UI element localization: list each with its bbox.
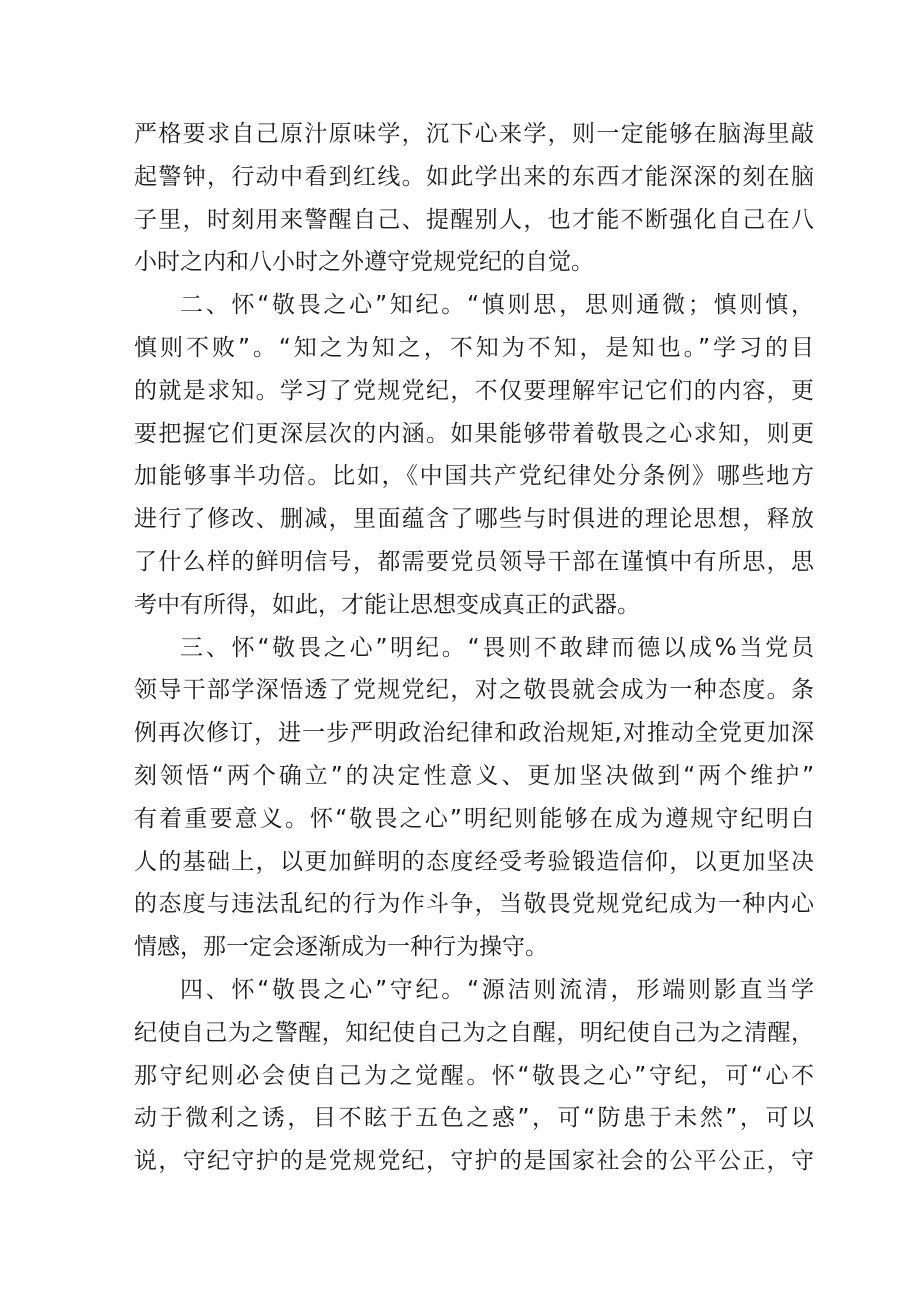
text-line: 二、怀“敬畏之心”知纪。“慎则思，思则通微；慎则慎， — [180, 292, 814, 319]
text-line: 纪使自己为之警醒，知纪使自己为之自醒，明纪使自己为之清醒， — [134, 1019, 814, 1046]
text-line: 要把握它们更深层次的内涵。如果能够带着敬畏之心求知，则更 — [134, 420, 814, 447]
text-line: 的就是求知。学习了党规党纪，不仅要理解牢记它们的内容，更 — [134, 377, 814, 404]
text-line: 领导干部学深悟透了党规党纪，对之敬畏就会成为一种态度。条 — [134, 677, 814, 704]
paragraph-1 — [134, 113, 814, 284]
text-line: 子里，时刻用来警醒自己、提醒别人，也才能不断强化自己在八 — [134, 206, 814, 233]
text-line: 四、怀“敬畏之心”守纪。“源洁则流清，形端则影直当学 — [180, 976, 814, 1003]
text-line: 情感，那一定会逐渐成为一种行为操守。 — [134, 934, 548, 961]
text-line: 起警钟，行动中看到红线。如此学出来的东西才能深深的刻在脑 — [134, 163, 814, 190]
text-line: 有着重要意义。怀“敬畏之心”明纪则能够在成为遵规守纪明白 — [134, 805, 814, 832]
text-line: 说，守纪守护的是党规党纪，守护的是国家社会的公平公正，守 — [134, 1148, 814, 1175]
document-body — [134, 113, 814, 1183]
text-line: 加能够事半功倍。比如，《中国共产党纪律处分条例》哪些地方 — [134, 463, 814, 490]
text-line: 例再次修订，进一步严明政治纪律和政治规矩,对推动全党更加深 — [134, 720, 814, 747]
text-line: 的态度与违法乱纪的行为作斗争，当敬畏党规党纪成为一种内心 — [134, 891, 814, 918]
text-line: 了什么样的鲜明信号，都需要党员领导干部在谨慎中有所思，思 — [134, 548, 814, 575]
text-line: 慎则不败”。“知之为知之，不知为不知，是知也。”学习的目 — [134, 334, 814, 361]
paragraph-2 — [134, 284, 814, 626]
text-line: 进行了修改、删减，里面蕴含了哪些与时俱进的理论思想，释放 — [134, 506, 814, 533]
text-line: 那守纪则必会使自己为之觉醒。怀“敬畏之心”守纪，可“心不 — [134, 1062, 814, 1089]
text-line: 严格要求自己原汁原味学，沉下心来学，则一定能够在脑海里敲 — [134, 121, 814, 147]
paragraph-3 — [134, 627, 814, 969]
text-line: 考中有所得，如此，才能让思想变成真正的武器。 — [134, 591, 640, 618]
text-line: 刻领悟“两个确立”的决定性意义、更加坚决做到“两个维护” — [134, 762, 814, 789]
paragraph-4 — [134, 969, 814, 1183]
text-line: 小时之内和八小时之外遵守党规党纪的自觉。 — [134, 249, 594, 276]
text-line: 人的基础上，以更加鲜明的态度经受考验锻造信仰，以更加坚决 — [134, 848, 814, 875]
text-line: 三、怀“敬畏之心”明纪。“畏则不敢肆而德以成%当党员 — [180, 634, 814, 661]
text-line: 动于微利之诱，目不眩于五色之惑”，可“防患于未然”，可以 — [134, 1105, 814, 1132]
